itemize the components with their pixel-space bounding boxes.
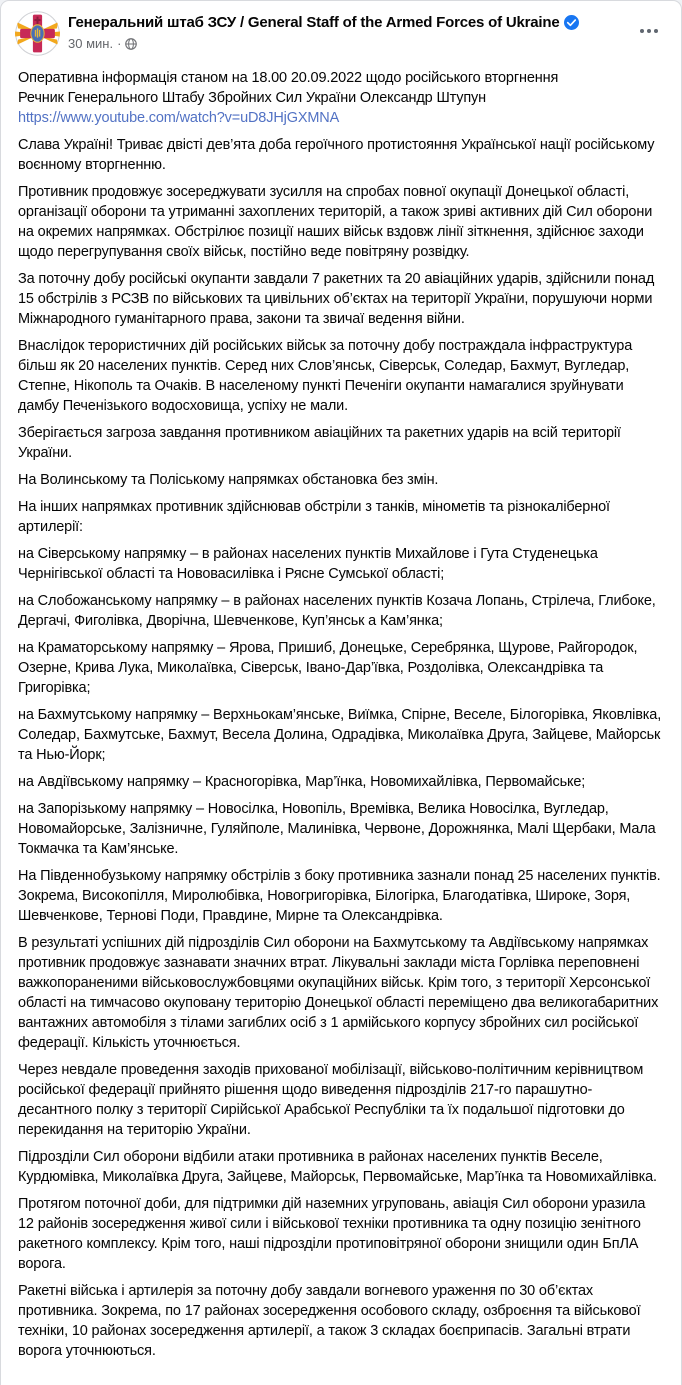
post-timestamp[interactable]: 30 мин. <box>68 36 114 51</box>
header-text <box>68 11 579 52</box>
post-paragraph: На Волинському та Поліському напрямках обстановка без змін. <box>18 472 439 488</box>
post-paragraph: на Авдіївському напрямку – Красногорівка, Мар’їнка, Новомихайлівка, Первомайське; <box>18 774 586 790</box>
post-paragraph: на Краматорському напрямку – Ярова, Пришиб, Донецьке, Серебрянка, Щурове, Райгородок, Озерне, Крива Лука, Миколаївка, Сіверськ, Івано-Дар’ївка, Роздолівка, Олександрівка та Григорівка; <box>18 640 638 696</box>
post-paragraph: На Південнобузькому напрямку обстрілів з боку противника зазнали понад 25 населених пунктів. Зокрема, Високопілля, Миролюбівка, Новогригорівка, Білогірка, Благодатівка, Широке, Зоря, Шевченкове, Тернові Поди, Правдине, Мирне та Олександрівка. <box>18 868 661 924</box>
meta-separator: · <box>117 36 122 51</box>
page-avatar[interactable] <box>15 11 60 56</box>
post-paragraph: Через невдале проведення заходів прихованої мобілізації, військово-політичним керівництвом російської федерації прийнято рішення щодо виведення підрозділів 217-го парашутно-десантного полку з території Сирійської Арабської Республіки та їх подальшої підготовки до перекидання на територію України. <box>18 1062 644 1138</box>
post-header <box>1 1 681 56</box>
page-name-link[interactable]: Генеральний штаб ЗСУ / General Staff of the Armed Forces of Ukraine <box>68 14 560 31</box>
post-paragraph: В результаті успішних дій підрозділів Сил оборони на Бахмутському та Авдіївському напрямках противник продовжує зазнавати значних втрат. Лікувальні заклади міста Горлівка переповнені важкопораненими військовослужбовцями окупаційних військ. Крім того, з території Херсонської області на тимчасово окуповану територію Донецької області переміщено два великогабаритних вантажних автомобіля з тілами загиблих осіб з 1 армійського корпусу збройних сил російської федерації. Кількість уточнюється. <box>18 935 659 1051</box>
globe-privacy-icon <box>125 38 137 50</box>
post-paragraph: на Запорізькому напрямку – Новосілка, Новопіль, Времівка, Велика Новосілка, Вугледар, Новомайорське, Залізничне, Гуляйполе, Малинівка, Червоне, Дорожнянка, Малі Щербаки, Мала Токмачка та Кам’янське. <box>18 801 656 857</box>
post-paragraph: на Сіверському напрямку – в районах населених пунктів Михайлове і Гута Студенецька Чернігівської області та Нововасилівка і Рясне Сумської області; <box>18 546 598 582</box>
more-options-button[interactable] <box>633 19 665 43</box>
post-paragraph: Підрозділи Сил оборони відбили атаки противника в районах населених пунктів Веселе, Курдюмівка, Миколаївка Друга, Зайцеве, Майорськ, Первомайське, Мар’їнка та Новомихайлівка. <box>18 1149 657 1185</box>
intro-line-1: Оперативна інформація станом на 18.00 20.09.2022 щодо російського вторгнення <box>18 70 559 86</box>
post-paragraph: Внаслідок терористичних дій російських військ за поточну добу постраждала інфраструктура більш як 20 населених пунктів. Серед них Слов’янськ, Сіверськ, Соледар, Бахмут, Вугледар, Степне, Нікополь та Очаків. В населеному пункті Печеніги окупанти намагалися зруйнувати дамбу Печенізького водосховища, успіху не мали. <box>18 338 633 414</box>
post-paragraph: на Бахмутському напрямку – Верхньокам’янське, Виїмка, Спірне, Веселе, Білогорівка, Яковлівка, Соледар, Бахмутське, Бахмут, Весела Долина, Одрадівка, Миколаївка Друга, Зайцеве, Майорськ та Нью-Йорк; <box>18 707 662 763</box>
post-intro <box>18 68 664 128</box>
more-options-icon <box>640 29 644 33</box>
post-paragraph: На інших напрямках противник здійснював обстріли з танків, мінометів та різнокаліберної артилерії: <box>18 499 610 535</box>
youtube-link[interactable]: https://www.youtube.com/watch?v=uD8JHjGXMNA <box>18 110 340 126</box>
post-paragraph: Протягом поточної доби, для підтримки дій наземних угруповань, авіація Сил оборони уразила 12 районів зосередження живої сили і військової техніки противника та одну позицію зенітного ракетного комплексу. Крім того, наші підрозділи протиповітряної оборони знищили один БпЛА ворога. <box>18 1196 646 1272</box>
post-paragraph: на Слобожанському напрямку – в районах населених пунктів Козача Лопань, Стрілеча, Глибоке, Дергачі, Фиголівка, Дворічна, Шевченкове, Куп’янськ а Кам’янка; <box>18 593 656 629</box>
post-body <box>1 56 681 1361</box>
post-paragraph: Противник продовжує зосереджувати зусилля на спробах повної окупації Донецької області, організації оборони та утриманні захоплених територій, а також зриві активних дій Сил оборони на окремих напрямках. Обстрілює позиції наших військ вздовж лінії зіткнення, здійснює заходи щодо перегрупування своїх військ, постійно веде повітряну розвідку. <box>18 184 653 260</box>
verified-badge-icon <box>564 15 579 30</box>
post-paragraph: За поточну добу російські окупанти завдали 7 ракетних та 20 авіаційних ударів, здійснили понад 15 обстрілів з РСЗВ по військових та цивільних об’єктах на території України, порушуючи норми Міжнародного гуманітарного права, закони та звичаї ведення війни. <box>18 271 655 327</box>
post-paragraph: Ракетні війська і артилерія за поточну добу завдали вогневого ураження по 30 об’єктах противника. Зокрема, по 17 районах зосередження особового складу, озброєння та військової техніки, 10 районах зосередження артилерії, а також 3 складах боєприпасів. Загальні втрати ворога уточнюються. <box>18 1283 641 1359</box>
post-paragraph: Зберігається загроза завдання противником авіаційних та ракетних ударів на всій території України. <box>18 425 621 461</box>
intro-line-2: Речник Генерального Штабу Збройних Сил України Олександр Штупун <box>18 90 487 106</box>
post-paragraph: Слава Україні! Триває двісті дев’ята доба героїчного протистояння Української нації російському воєнному вторгненню. <box>18 137 655 173</box>
